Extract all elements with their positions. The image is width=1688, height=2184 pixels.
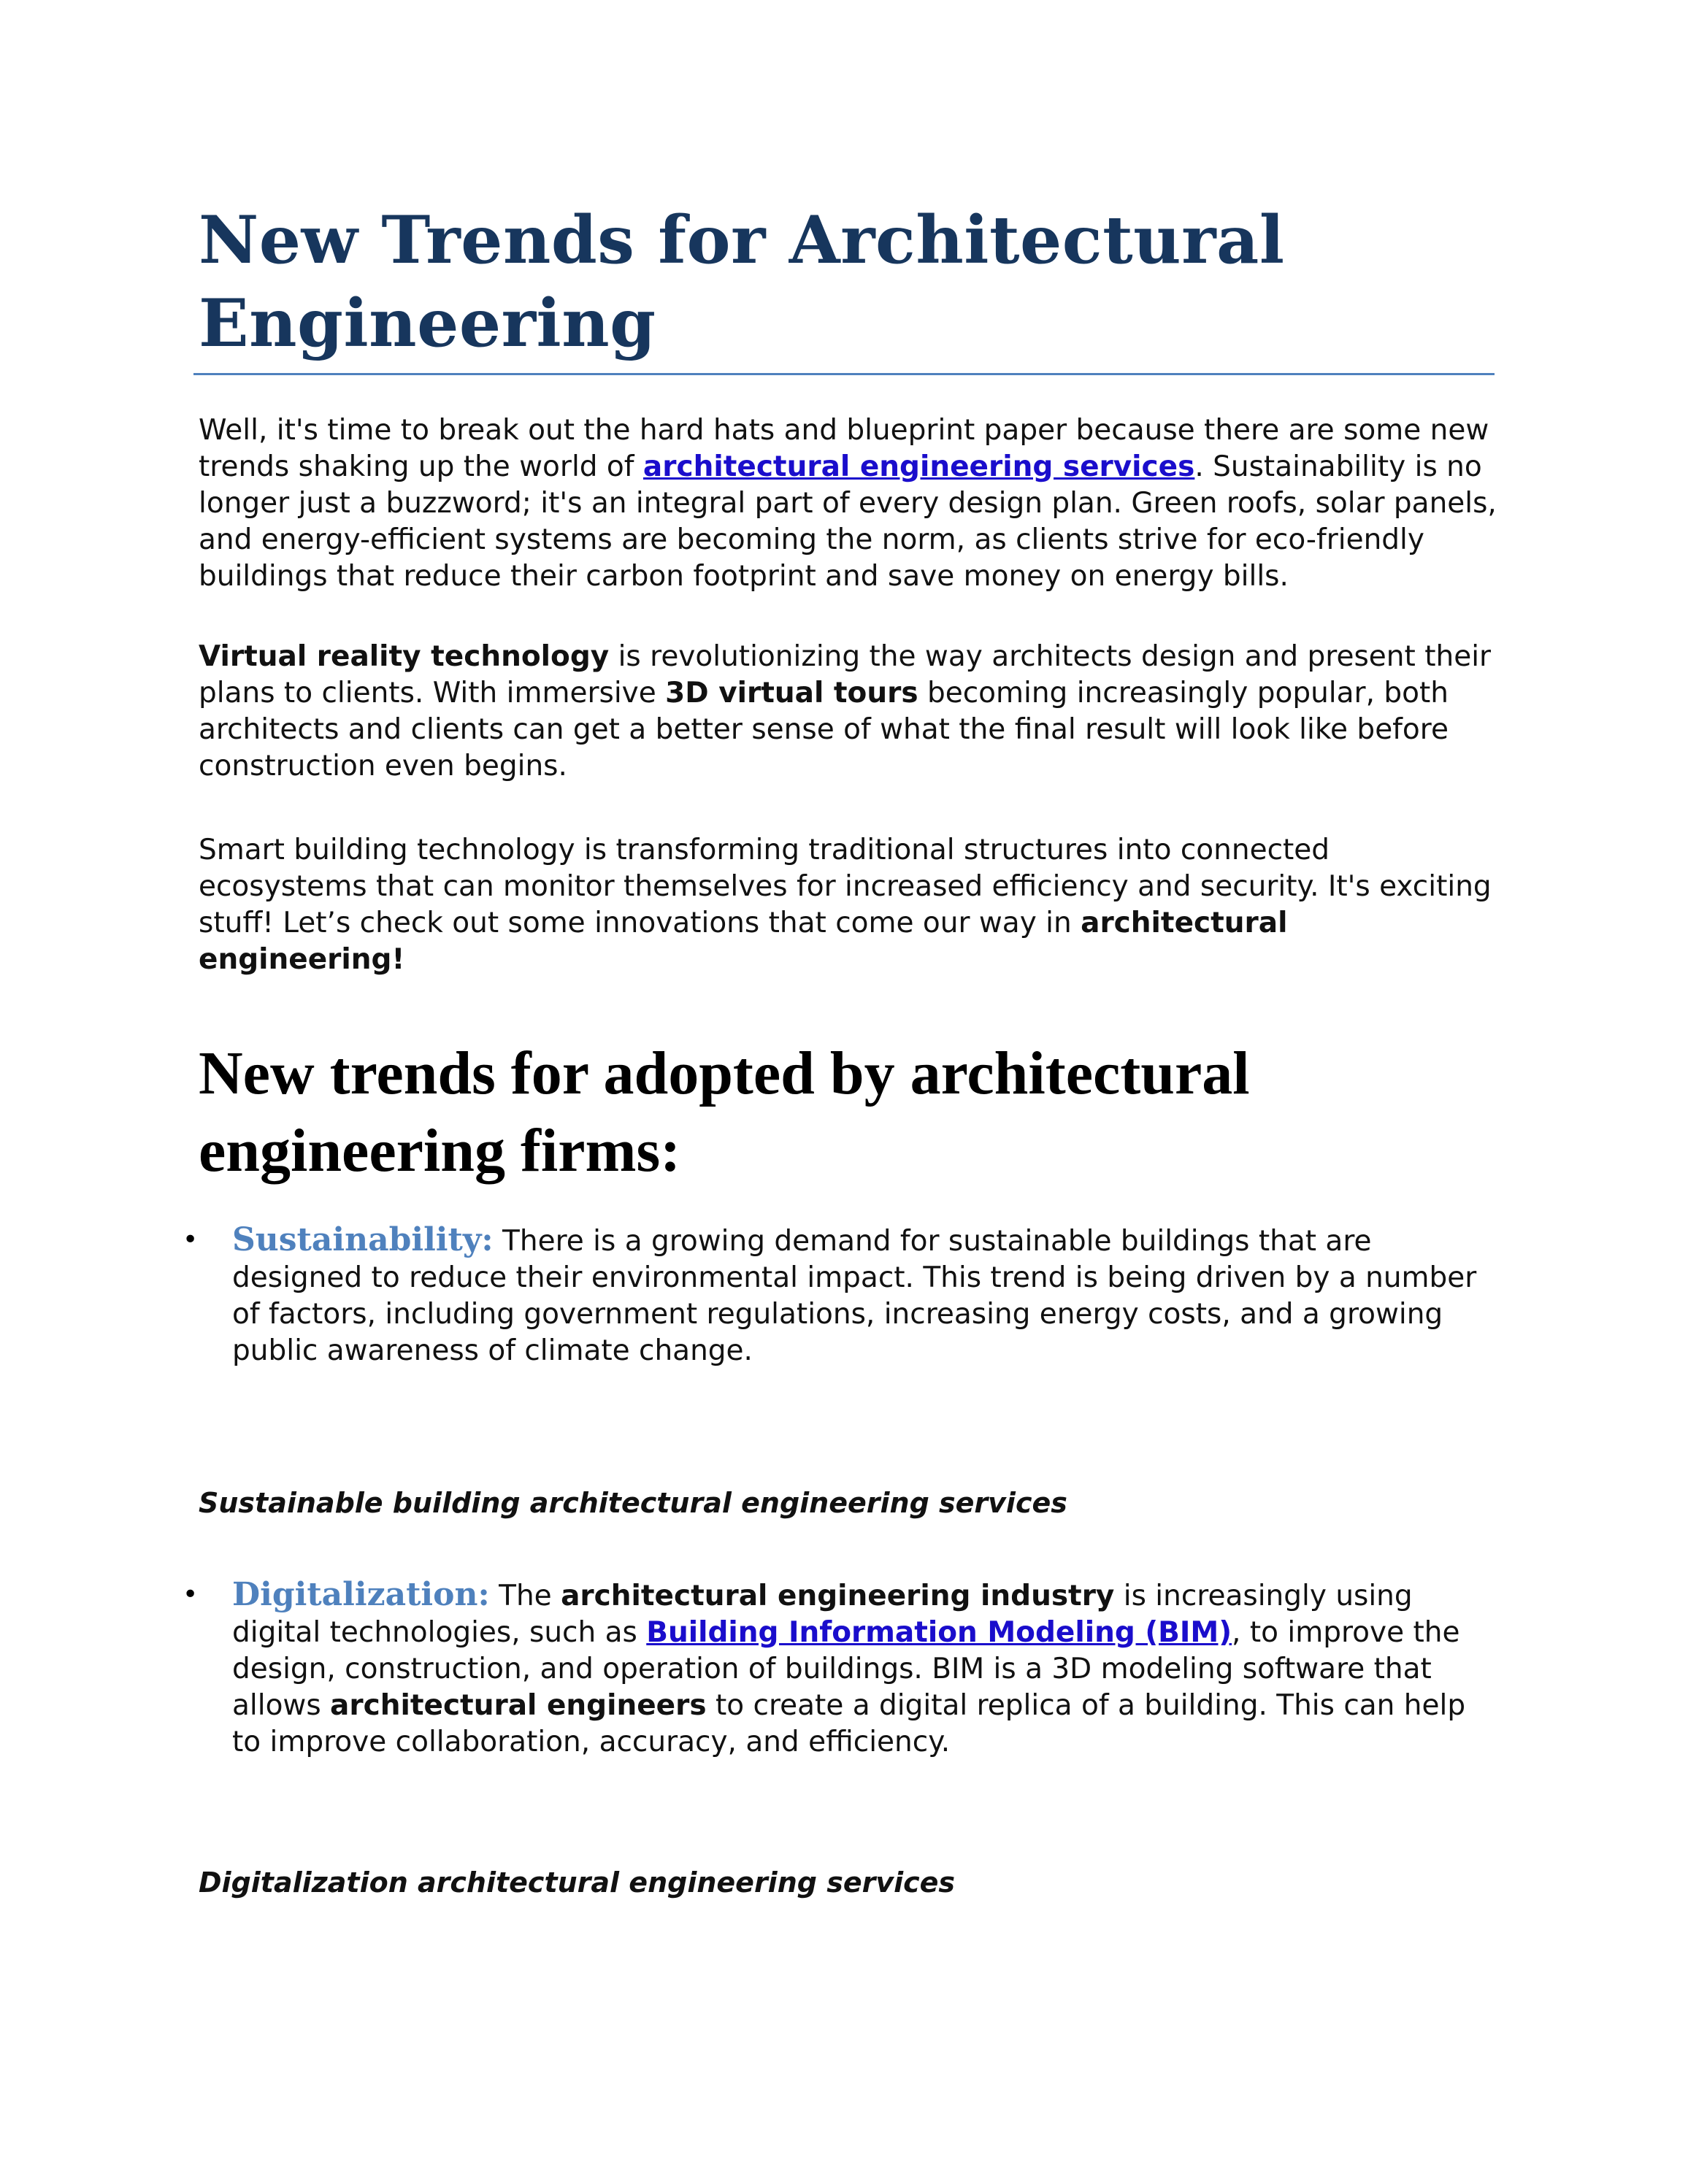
- digitalization-text-2: is increasingly using digital technologies, such as: [232, 1580, 1413, 1649]
- intro-paragraph: [199, 412, 1498, 595]
- digitalization-term: Digitalization:: [232, 1576, 490, 1613]
- vr-text-2: becoming increasingly popular, both architects and clients can get a better sense of what the final result will look like before construction even begins.: [199, 677, 1449, 783]
- digitalization-text-4: to create a digital replica of a building. This can help to improve collaboration, accuracy, and efficiency.: [232, 1689, 1466, 1758]
- smart-text: Smart building technology is transforming traditional structures into connected ecosystems that can monitor themselves for increased efficiency and security. It's exciting stuff! Let’s check out some innovations that come our way in: [199, 834, 1492, 939]
- sustainability-caption: Sustainable building architectural engineering services: [199, 1487, 1067, 1519]
- architectural-engineering-services-link[interactable]: architectural engineering services: [642, 450, 1195, 483]
- sustainability-text: There is a growing demand for sustainable buildings that are designed to reduce their environmental impact. This trend is being driven by a number of factors, including government regulations, increasing energy costs, and a growing public awareness of climate change.: [232, 1225, 1477, 1367]
- vr-bold-term: Virtual reality technology: [199, 640, 610, 673]
- list-item-text: [232, 1222, 1503, 1369]
- vr-bold-tours: 3D virtual tours: [665, 677, 918, 710]
- title-divider: [193, 373, 1495, 375]
- bim-link[interactable]: Building Information Modeling (BIM): [646, 1616, 1232, 1649]
- sustainability-term: Sustainability:: [232, 1221, 494, 1258]
- intro-text-2: . Sustainability is no longer just a buzzword; it's an integral part of every design plan. Green roofs, solar panels, and energy-efficient systems are becoming the norm, as clients strive for eco-friendly buildings that reduce their carbon footprint and save money on energy bills.: [199, 450, 1497, 593]
- vr-paragraph: [199, 639, 1498, 785]
- digitalization-bold-industry: architectural engineering industry: [561, 1580, 1115, 1612]
- smart-bold: architectural engineering!: [199, 907, 1288, 976]
- vr-text-1: is revolutionizing the way architects design and present their plans to clients. With immersive: [199, 640, 1492, 710]
- digitalization-text-1: The: [489, 1580, 561, 1612]
- digitalization-bold-engineers: architectural engineers: [330, 1689, 707, 1722]
- list-item-text: [232, 1577, 1503, 1761]
- bullet-icon: •: [183, 1580, 199, 1610]
- page-title: New Trends for Architectural Engineering: [199, 201, 1285, 362]
- smart-building-paragraph: [199, 832, 1498, 978]
- digitalization-caption: Digitalization architectural engineering services: [199, 1866, 956, 1899]
- digitalization-text-3: , to improve the design, construction, and operation of buildings. BIM is a 3D modeling software that allows: [232, 1616, 1460, 1722]
- section-heading: New trends for adopted by architectural engineering firms:: [199, 1039, 1250, 1185]
- bullet-icon: •: [183, 1225, 199, 1255]
- intro-text-1: Well, it's time to break out the hard hats and blueprint paper because there are some new trends shaking up the world of: [199, 414, 1489, 483]
